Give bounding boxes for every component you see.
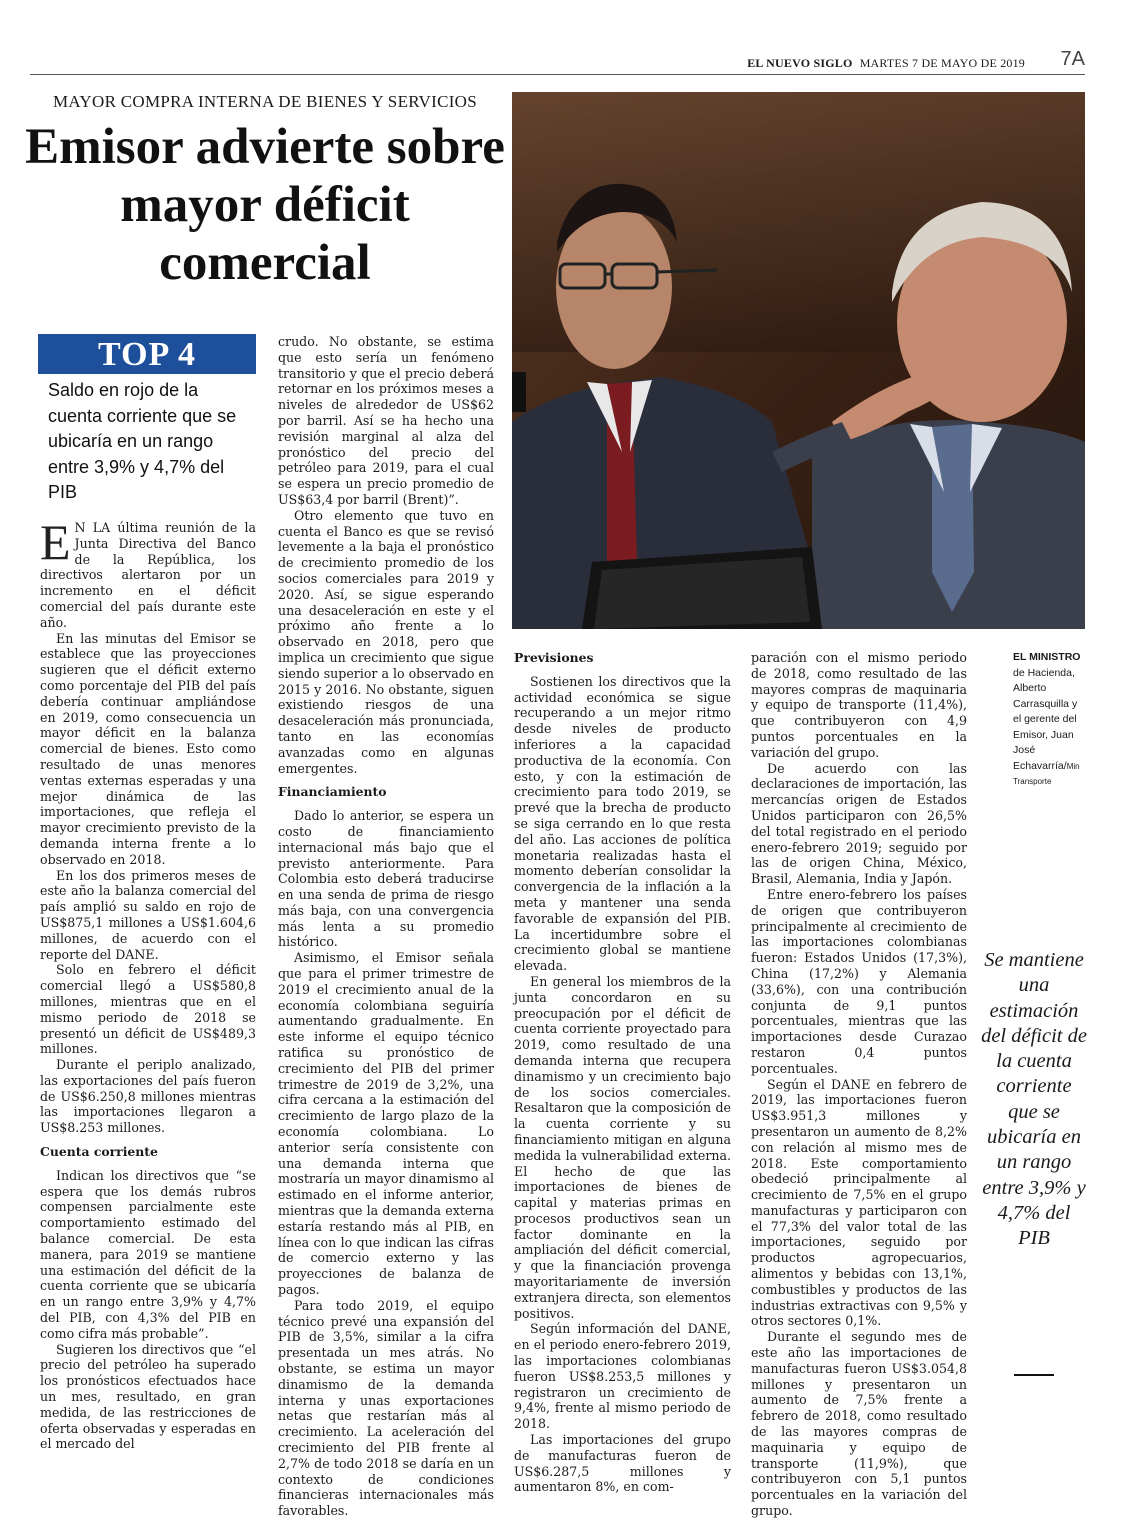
body-paragraph: Dado lo anterior, se espera un costo de financiamiento internacional más bajo que el previsto anteriormente. Para Colombia esto deberá traducirse en una senda de prima de riesgo más baja, con una convergencia más lenta a su promedio histórico.	[278, 808, 494, 950]
article-column-2	[278, 334, 494, 1519]
body-paragraph: Según información del DANE, en el periodo enero-febrero 2019, las importaciones colombianas fueron US$8.253,5 millones y registraron un crecimiento de 9,4%, frente al mismo periodo de 2018.	[514, 1321, 731, 1432]
body-paragraph: En general los miembros de la junta concordaron en su preocupación por el déficit de cuenta corriente proyectado para 2019, como resultado de una demanda interna que recupera dinamismo y un crecimiento bajo de los socios comerciales. Resaltaron que la composición de la cuenta corriente y su financiamiento mitigan en alguna medida la vulnerabilidad externa. El hecho de que las importaciones de bienes de capital y materias primas en procesos productivos sean un factor dominante en la ampliación del déficit comercial, y que la financiación provenga mayoritariamente de inversión extranjera directa, son elementos positivos.	[514, 973, 731, 1321]
article-column-3	[514, 650, 731, 1495]
section-heading: Financiamiento	[278, 784, 387, 800]
drop-cap: E	[40, 514, 71, 570]
body-paragraph: Otro elemento que tuvo en cuenta el Banco es que se revisó levemente a la baja el pronóstico de crecimiento promedio de los socios comerciales para 2019 y 2020. Así, se sigue esperando una desaceleración en este y el próximo año frente a lo observado en 2018, pero que implica un crecimiento que sigue siendo superior a lo observado en 2015 y 2016. No obstante, siguen existiendo riesgos de una desaceleración más pronunciada, tanto en las economías avanzadas como en algunas emergentes.	[278, 507, 494, 776]
body-paragraph: Las importaciones del grupo de manufacturas fueron de US$6.287,5 millones y aumentaron 8%, en com-	[514, 1432, 731, 1495]
body-paragraph: Entre enero-febrero los países de origen que contribuyeron principalmente al crecimiento de las importaciones colombianas fueron: Estados Unidos (17,3%), China (17,2%) y Alemania (33,6%), con una contribución conjunta de 9,1 puntos porcentuales, mientras que las importaciones desde Curazao restaron 0,4 puntos porcentuales.	[751, 886, 967, 1076]
section-heading: Cuenta corriente	[40, 1144, 158, 1160]
publication-info	[747, 56, 1025, 71]
caption-text: de Hacienda, Alberto Carrasquilla y el gerente del Emisor, Juan José Echavarría/	[1013, 666, 1078, 772]
page-header	[30, 48, 1085, 75]
article-column-4	[751, 650, 967, 1519]
lead-text: N LA última reunión de la Junta Directiva del Banco de la República, los directivos alertaron por un incremento en el déficit comercial del país durante este año.	[40, 520, 256, 630]
caption-lead: EL MINISTRO	[1013, 651, 1081, 663]
body-paragraph: paración con el mismo periodo de 2018, como resultado de las mayores compras de maquinaria y equipo de transporte (11,4%), que contribuyeron con 4,9 puntos porcentuales en la variación del grupo.	[751, 650, 967, 760]
photo-illustration	[512, 92, 1085, 629]
body-paragraph: Para todo 2019, el equipo técnico prevé una expansión del PIB de 3,5%, similar a la cifra presentada un mes atrás. No obstante, se estima un mayor dinamismo de la demanda interna y unas exportaciones netas que restarían más al crecimiento. La aceleración del crecimiento del PIB frente al 2,7% de todo 2018 se daría en un contexto de condiciones financieras internacionales más favorables.	[278, 1297, 494, 1519]
publication-date: MARTES 7 DE MAYO DE 2019	[859, 56, 1025, 70]
body-paragraph: Según el DANE en febrero de 2019, las importaciones fueron US$3.951,3 millones y presentaron un aumento de 8,2% con relación al mismo mes de 2018. Este comportamiento obedeció principalmente al crecimiento de 7,5% en el grupo manufacturas y participaron con el 77,3% del valor total de las importaciones, seguido por productos agropecuarios, alimentos y bebidas con 13,1%, combustibles y productos de las industrias extractivas con 9,5% y otros sectores 0,1%.	[751, 1076, 967, 1329]
top4-label: TOP 4	[38, 334, 256, 374]
body-paragraph: Sostienen los directivos que la actividad económica se sigue recuperando a un mejor ritmo desde niveles de producto inferiores a la capacidad productiva de la economía. Con esto, y con la estimación de crecimiento para todo 2019, se prevé que la brecha de producto se siga cerrando en lo que resta del año. Las acciones de política monetaria realizadas hasta el momento deberían consolidar la convergencia de la inflación a la meta y mantener una senda favorable de expansión del PIB. La incertidumbre sobre el crecimiento global se mantiene elevada.	[514, 673, 731, 974]
page-number: 7A	[1060, 48, 1085, 70]
publication-name: EL NUEVO SIGLO	[747, 56, 853, 70]
body-paragraph: Durante el periplo analizado, las exportaciones del país fueron de US$6.250,8 millones mientras las importaciones llegaron a US$8.253 millones.	[40, 1057, 256, 1136]
body-paragraph: Solo en febrero el déficit comercial llegó a US$580,8 millones, mientras que en el mismo periodo de 2018 se presentó un déficit de US$489,3 millones.	[40, 962, 256, 1057]
lead-paragraph	[40, 514, 256, 631]
photo-caption	[1013, 650, 1085, 790]
top4-summary: Saldo en rojo de la cuenta corriente que se ubicaría en un rango entre 3,9% y 4,7% del PIB	[48, 380, 237, 502]
section-heading: Previsiones	[514, 650, 594, 665]
body-paragraph: Asimismo, el Emisor señala que para el primer trimestre de 2019 el crecimiento anual de la economía colombiana seguiría aumentando gradualmente. En este informe el equipo técnico ratifica su pronóstico de crecimiento del PIB del primer trimestre de 2019 de 3,2%, una cifra cercana a la estimación del crecimiento de largo plazo de la economía colombiana. Lo anterior sería consistente con una demanda interna que mostraría un mayor dinamismo al estimado en el informe anterior, mientras que la demanda externa estaría restando más al PIB, en línea con lo que indican las cifras de comercio externo y las proyecciones de balanza de pagos.	[278, 950, 494, 1298]
article-photo	[512, 92, 1085, 629]
article-headline: Emisor advierte sobre mayor déficit comercial	[25, 119, 505, 291]
body-paragraph: Indican los directivos que “se espera que los demás rubros compensen parcialmente este comportamiento estimado del balance comercial. De esta manera, para 2019 se mantiene una estimación del déficit de la cuenta corriente que se ubicaría en un rango entre 3,9% y 4,7% del PIB, con 4,3% del PIB en como cifra más probable”.	[40, 1167, 256, 1341]
body-paragraph: En los dos primeros meses de este año la balanza comercial del país amplió su saldo en rojo de US$875,1 millones a US$1.604,6 millones, de acuerdo con el reporte del DANE.	[40, 867, 256, 962]
article-column-1	[40, 514, 256, 1452]
photo-credit: Min Transporte	[1013, 761, 1080, 786]
body-paragraph: crudo. No obstante, se estima que esto sería un fenómeno transitorio y que el precio deberá retornar en los próximos meses a niveles de alrededor de US$62 por barril. Así se ha hecho una revisión marginal al alza del pronóstico del precio del petróleo para 2019, para el cual se espera un precio promedio de US$63,4 por barril (Brent)”.	[278, 334, 494, 507]
body-paragraph: En las minutas del Emisor se establece que las proyecciones sugieren que el déficit externo como porcentaje del PIB del país debería continuar ampliándose en 2019, como consecuencia un mayor déficit en la balanza comercial de bienes. Esto como resultado de unas menores ventas externas esperadas y una mejor dinámica de las importaciones, que refleja el mayor crecimiento previsto de la demanda interna frente a lo observado en 2018.	[40, 630, 256, 867]
body-paragraph: Durante el segundo mes de este año las importaciones de manufacturas fueron US$3.054,8 millones y presentaron un aumento de 7,5% frente a febrero de 2018, como resultado de las mayores compras de maquinaria y equipo de transporte (11,9%), que contribuyeron con 5,1 puntos porcentuales en la variación del grupo.	[751, 1329, 967, 1519]
body-paragraph: De acuerdo con las declaraciones de importación, las mercancías origen de Estados Unidos participaron con 26,5% del total registrado en el periodo enero-febrero 2019; seguido por las de origen China, México, Brasil, Alemania, India y Japón.	[751, 760, 967, 887]
pull-quote-rule	[1014, 1374, 1054, 1376]
pull-quote: Se mantiene una estimación del déficit de la cuenta corriente que se ubicaría en un rango entre 3,9% y 4,7% del PIB	[981, 949, 1087, 1250]
article-kicker: MAYOR COMPRA INTERNA DE BIENES Y SERVICIOS	[52, 92, 477, 111]
body-paragraph: Sugieren los directivos que “el precio del petróleo ha superado los pronósticos efectuados hace un mes, resultado, en gran medida, de las restricciones de oferta observadas y esperadas en el mercado del	[40, 1341, 256, 1452]
